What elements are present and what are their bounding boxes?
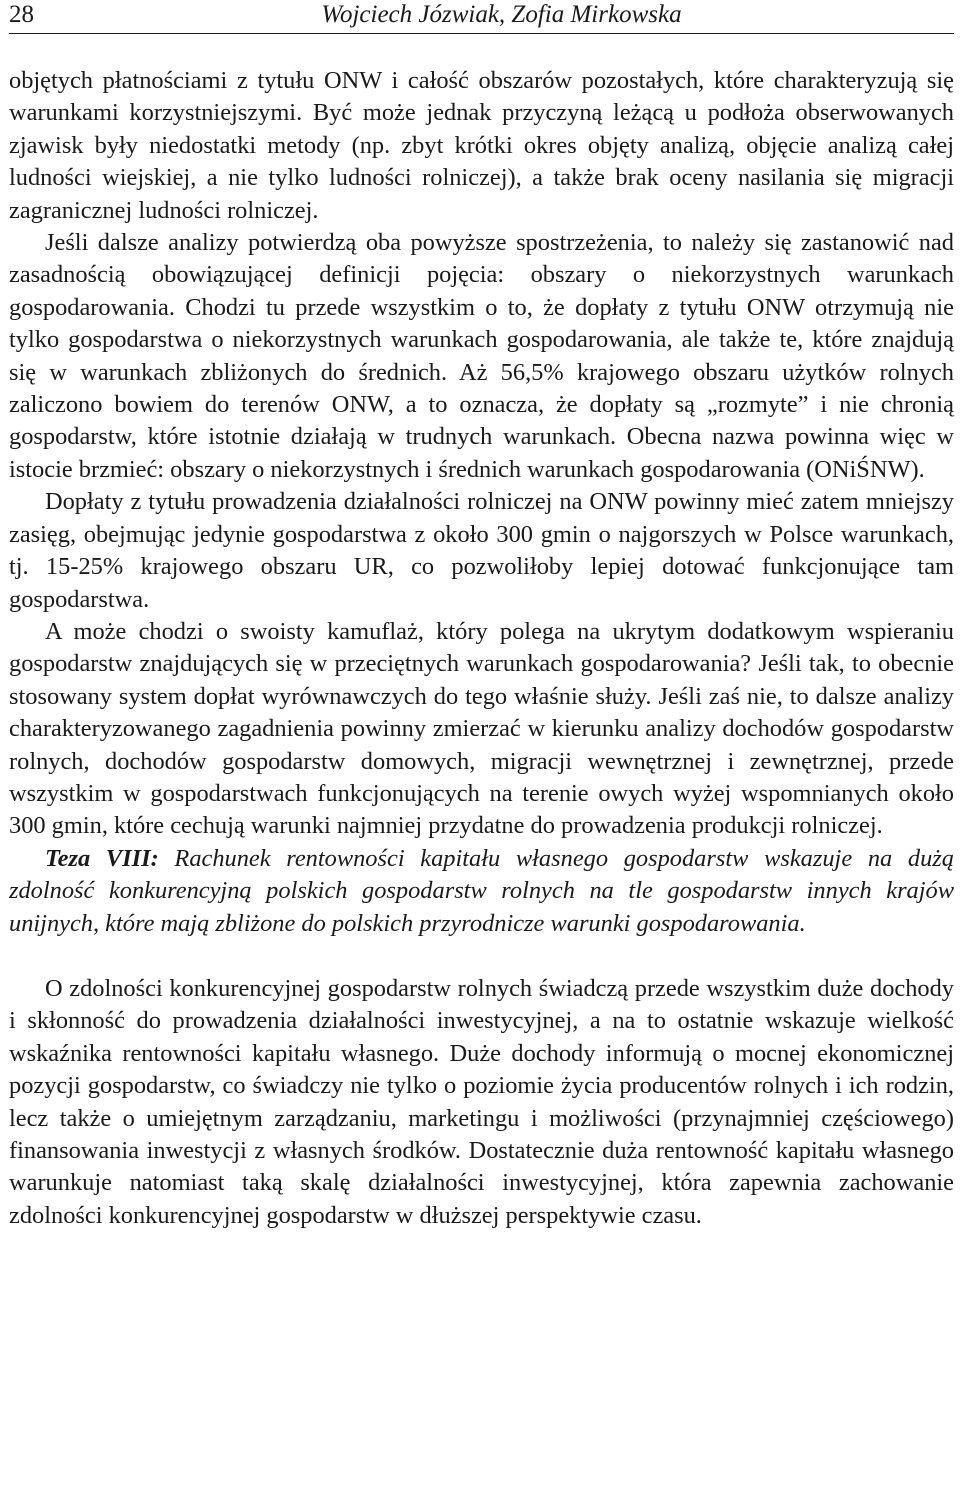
paragraph-2: Jeśli dalsze analizy potwierdzą oba powyższe spostrzeżenia, to należy się zastanowić nad zasadnością obowiązującej definicji pojęcia: obszary o niekorzystnych warunkach gospodarowania. Chodzi tu przede wszystkim o to, że dopłaty z tytułu ONW otrzymują nie tylko gospodarstwa o niekorzystnych warunkach gospodarowania, ale także te, które znajdują się w warunkach zbliżonych do średnich. Aż 56,5% krajowego obszaru użytków rolnych zaliczono bowiem do terenów ONW, a to oznacza, że dopłaty są „rozmyte” i nie chronią gospodarstw, które istotnie działają w trudnych warunkach. Obecna nazwa powinna więc w istocie brzmieć: obszary o niekorzystnych i średnich warunkach gospodarowania (ONiŚNW).: [9, 229, 954, 483]
page-number: 28: [9, 1, 34, 28]
paragraph-gap: [9, 940, 954, 973]
thesis-label: Teza VIII:: [45, 844, 159, 872]
running-header: [9, 0, 954, 34]
paragraph-1: objętych płatnościami z tytułu ONW i całość obszarów pozostałych, które charakteryzują się warunkami korzystniejszymi. Być może jednak przyczyną leżącą u podłoża obserwowanych zjawisk były niedostatki metody (np. zbyt krótki okres objęty analizą, objęcie analizą całej ludności wiejskiej, a nie tylko ludności rolniczej), a także brak oceny nasilania się migracji zagranicznej ludności rolniczej.: [9, 67, 954, 224]
header-authors: Wojciech Józwiak, Zofia Mirkowska: [321, 1, 682, 28]
paragraph-3: Dopłaty z tytułu prowadzenia działalności rolniczej na ONW powinny mieć zatem mniejszy zasięg, obejmując jedynie gospodarstwa z około 300 gmin o najgorszych w Polsce warunkach, tj. 15-25% krajowego obszaru UR, co pozwoliłoby lepiej dotować funkcjonujące tam gospodarstwa.: [9, 488, 954, 613]
thesis-paragraph: [9, 843, 954, 940]
paragraph-4: A może chodzi o swoisty kamuflaż, który polega na ukrytym dodatkowym wspieraniu gospodarstw znajdujących się w przeciętnych warunkach gospodarowania? Jeśli tak, to obecnie stosowany system dopłat wyrównawczych do tego właśnie służy. Jeśli zaś nie, to dalsze analizy charakteryzowanego zagadnienia powinny zmierzać w kierunku analizy dochodów gospodarstw rolnych, dochodów gospodarstw domowych, migracji wewnętrznej i zewnętrznej, przede wszystkim w gospodarstwach funkcjonujących na terenie owych wyżej wspomnianych około 300 gmin, które cechują warunki najmniej przydatne do prowadzenia produkcji rolniczej.: [9, 617, 954, 840]
body-text: [9, 65, 954, 1232]
document-page: [9, 0, 954, 1232]
thesis-text: Rachunek rentowności kapitału własnego gospodarstw wskazuje na dużą zdolność konkurencyjną polskich gospodarstw rolnych na tle gospodarstw innych krajów unijnych, które mają zbliżone do polskich przyrodnicze warunki gospodarowania.: [9, 844, 954, 937]
paragraph-5: O zdolności konkurencyjnej gospodarstw rolnych świadczą przede wszystkim duże dochody i skłonność do prowadzenia działalności inwestycyjnej, a na to ostatnie wskazuje wielkość wskaźnika rentowności kapitału własnego. Duże dochody informują o mocnej ekonomicznej pozycji gospodarstw, co świadczy nie tylko o poziomie życia producentów rolnych i ich rodzin, lecz także o umiejętnym zarządzaniu, marketingu i możliwości (przynajmniej częściowego) finansowania inwestycji z własnych środków. Dostatecznie duża rentowność kapitału własnego warunkuje natomiast taką skalę działalności inwestycyjnej, która zapewnia zachowanie zdolności konkurencyjnej gospodarstw w dłuższej perspektywie czasu.: [9, 974, 954, 1229]
